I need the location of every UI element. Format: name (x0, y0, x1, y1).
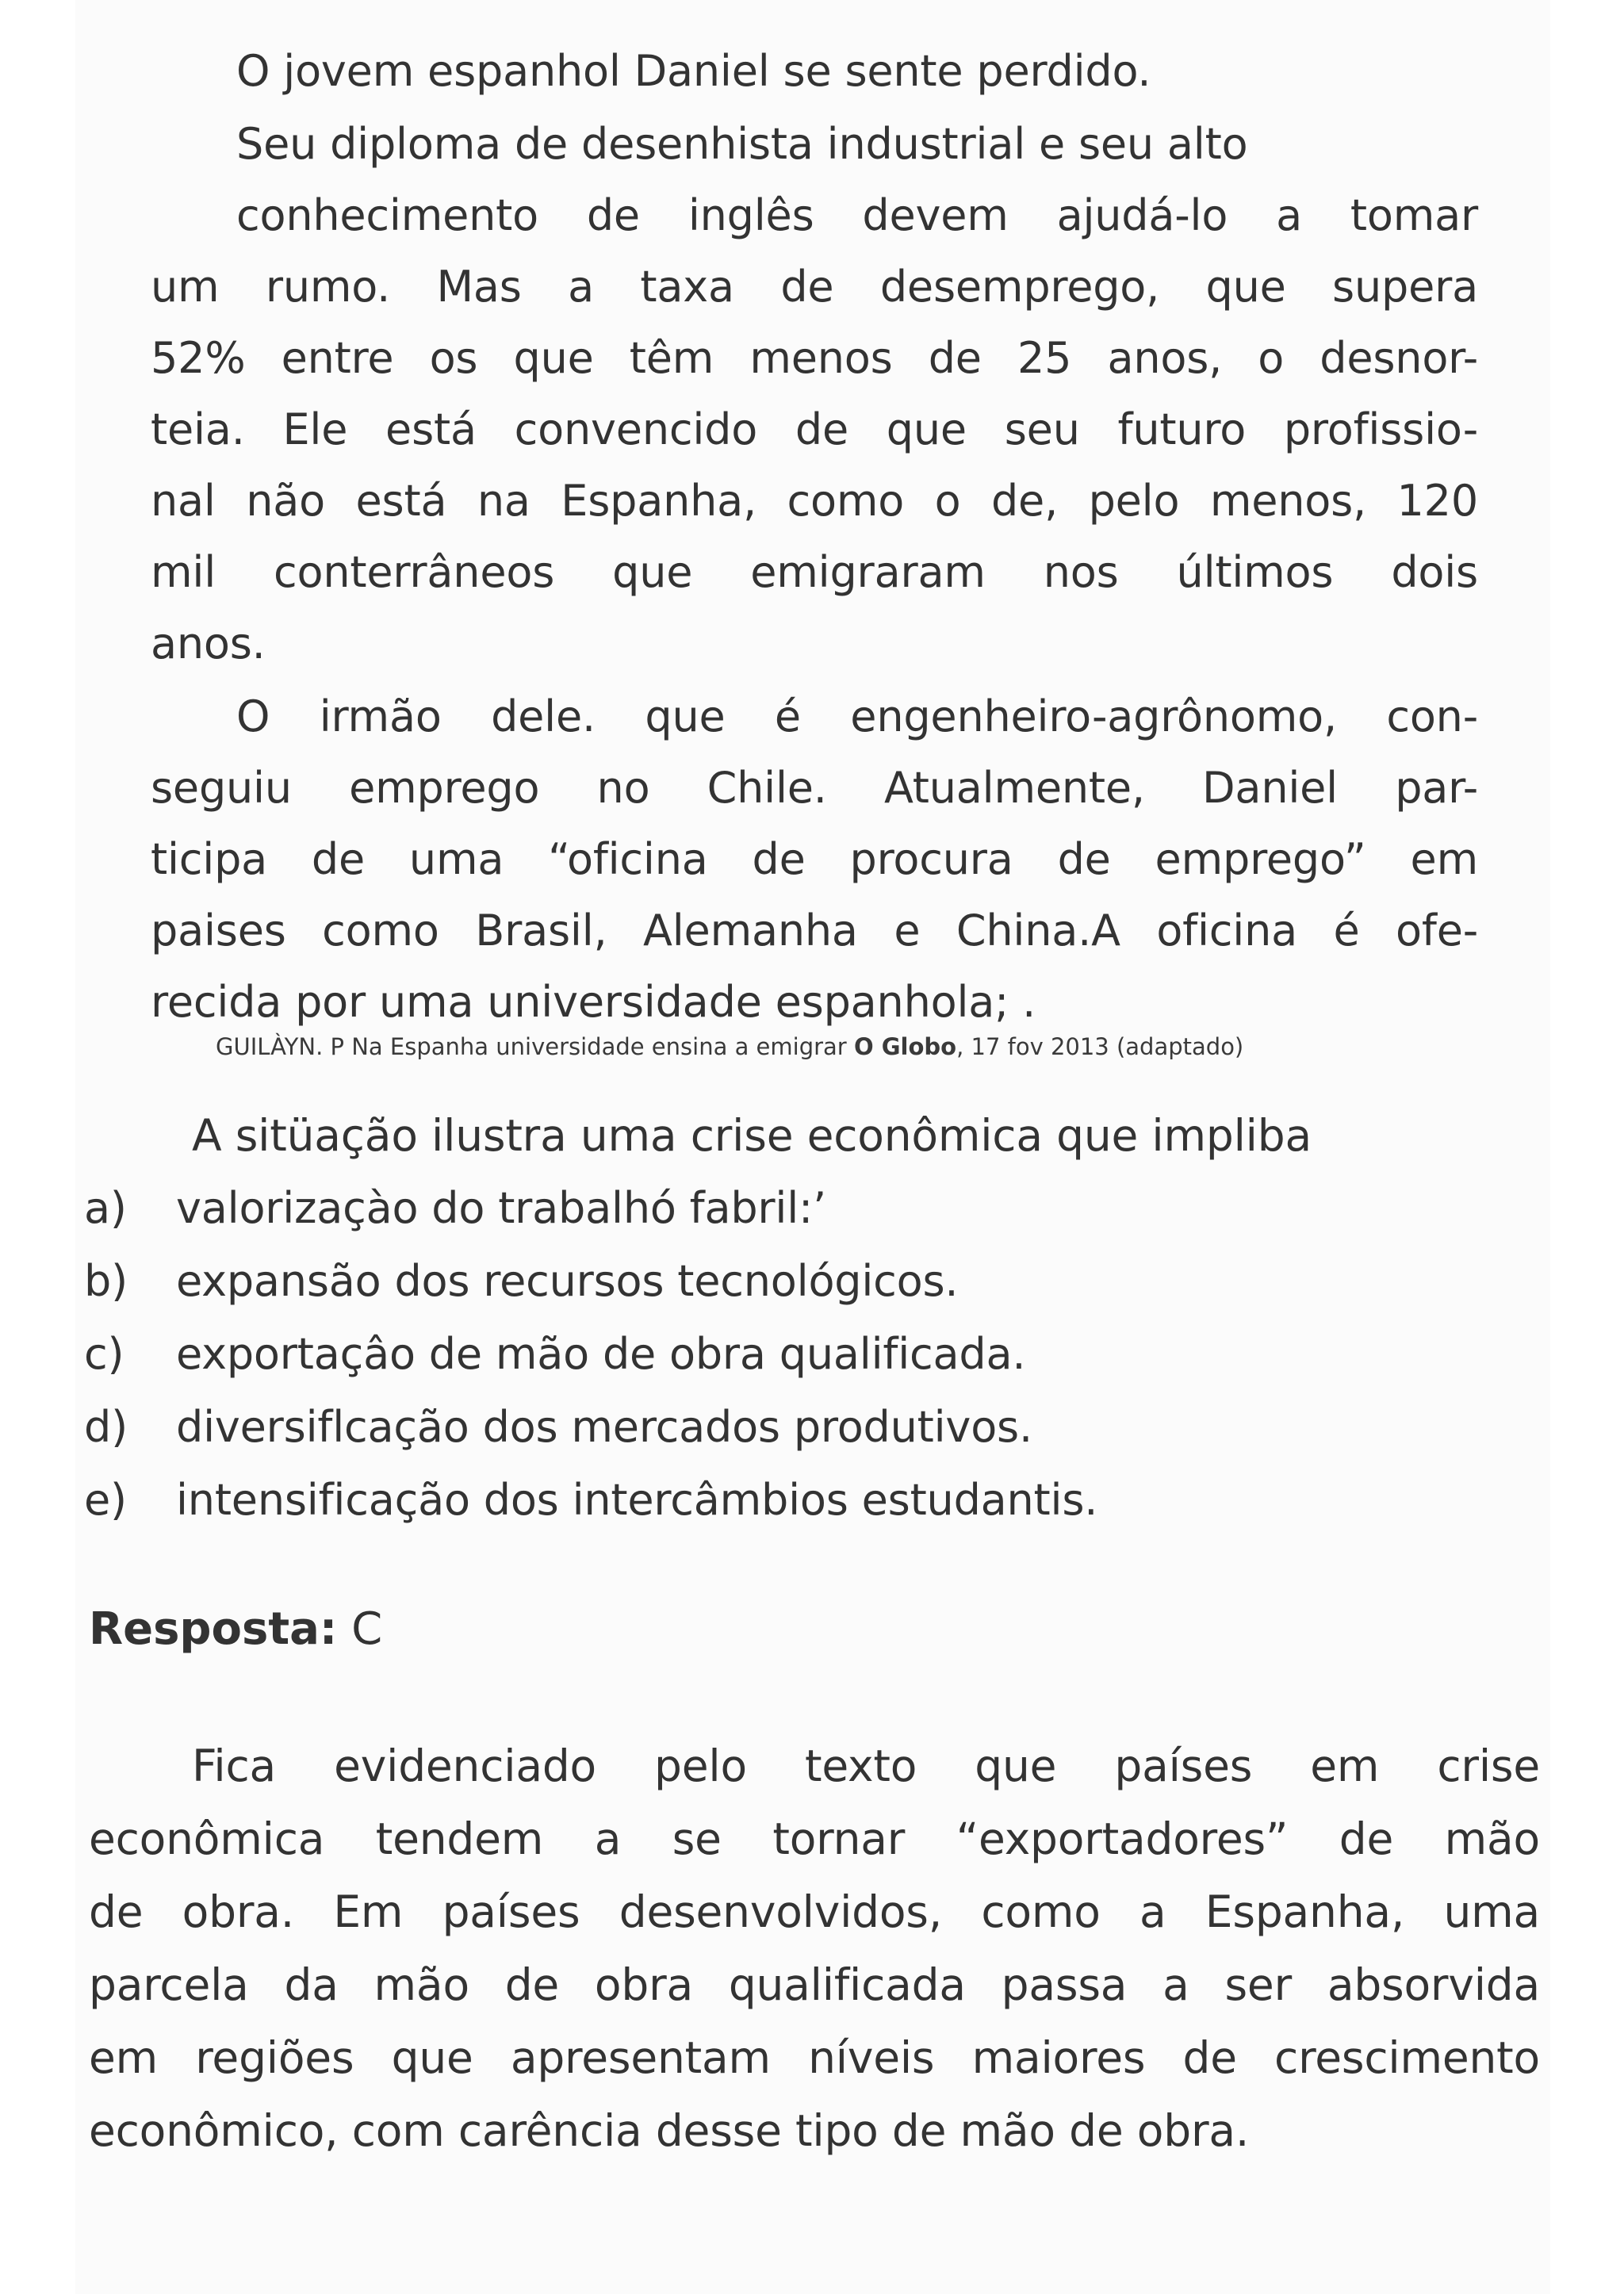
passage-line: teia. Ele está convencido de que seu futuro profissio- (151, 404, 1478, 454)
passage-line: ticipa de uma “oficina de procura de emprego” em (151, 834, 1478, 884)
source-citation (216, 1031, 1548, 1063)
passage-line: seguiu emprego no Chile. Atualmente, Daniel par- (151, 763, 1478, 813)
option-a (84, 1183, 1591, 1239)
option-text: valorizaçào do trabalhó fabril:’ (176, 1183, 827, 1233)
explanation-line: Fica evidenciado pelo texto que países em crise (192, 1741, 1540, 1791)
option-d (84, 1402, 1591, 1457)
explanation-line: em regiões que apresentam níveis maiores de crescimento (89, 2032, 1540, 2083)
explanation-line: de obra. Em países desenvolvidos, como a Espanha, uma (89, 1886, 1540, 1937)
option-letter: b) (84, 1256, 128, 1306)
passage-line: O jovem espanhol Daniel se sente perdido. (236, 46, 1151, 96)
answer (89, 1603, 382, 1656)
passage-line: paises como Brasil, Alemanha e China.A oficina é ofe- (151, 906, 1478, 956)
passage-line: nal não está na Espanha, como o de, pelo menos, 120 (151, 476, 1478, 526)
passage-line: recida por uma universidade espanhola; . (151, 977, 1036, 1027)
passage-line: Seu diploma de desenhista industrial e seu alto (236, 119, 1248, 169)
option-text: exportaçâo de mão de obra qualificada. (176, 1329, 1026, 1379)
source-publication: O Globo (853, 1033, 957, 1060)
option-text: expansão dos recursos tecnológicos. (176, 1256, 959, 1306)
option-letter: d) (84, 1402, 128, 1452)
source-author-title: GUILÀYN. P Na Espanha universidade ensina a emigrar (216, 1033, 854, 1060)
question-stem: A sitüação ilustra uma crise econômica que impliba (192, 1110, 1312, 1161)
option-text: diversiflcação dos mercados produtivos. (176, 1402, 1032, 1452)
passage-line: um rumo. Mas a taxa de desemprego, que supera (151, 262, 1478, 312)
option-letter: e) (84, 1475, 127, 1525)
option-letter: a) (84, 1183, 127, 1233)
passage-line: mil conterrâneos que emigraram nos últimos dois (151, 547, 1478, 597)
option-c (84, 1329, 1591, 1384)
answer-value: C (351, 1603, 383, 1655)
passage-line: anos. (151, 618, 266, 668)
explanation-line: parcela da mão de obra qualificada passa a ser absorvida (89, 1959, 1540, 2010)
option-e (84, 1475, 1591, 1530)
option-text: intensificação dos intercâmbios estudantis. (176, 1475, 1098, 1525)
option-b (84, 1256, 1591, 1312)
explanation-line: econômica tendem a se tornar “exportadores” de mão (89, 1813, 1540, 1864)
answer-label: Resposta: (89, 1603, 338, 1655)
passage-line: O irmão dele. que é engenheiro-agrônomo, con- (236, 691, 1478, 741)
passage-line: 52% entre os que têm menos de 25 anos, o desnor- (151, 333, 1478, 383)
explanation-line: econômico, com carência desse tipo de mão de obra. (89, 2105, 1250, 2156)
option-letter: c) (84, 1329, 124, 1379)
source-date: , 17 fov 2013 (adaptado) (956, 1033, 1244, 1060)
passage-line: conhecimento de inglês devem ajudá-lo a tomar (236, 190, 1478, 240)
